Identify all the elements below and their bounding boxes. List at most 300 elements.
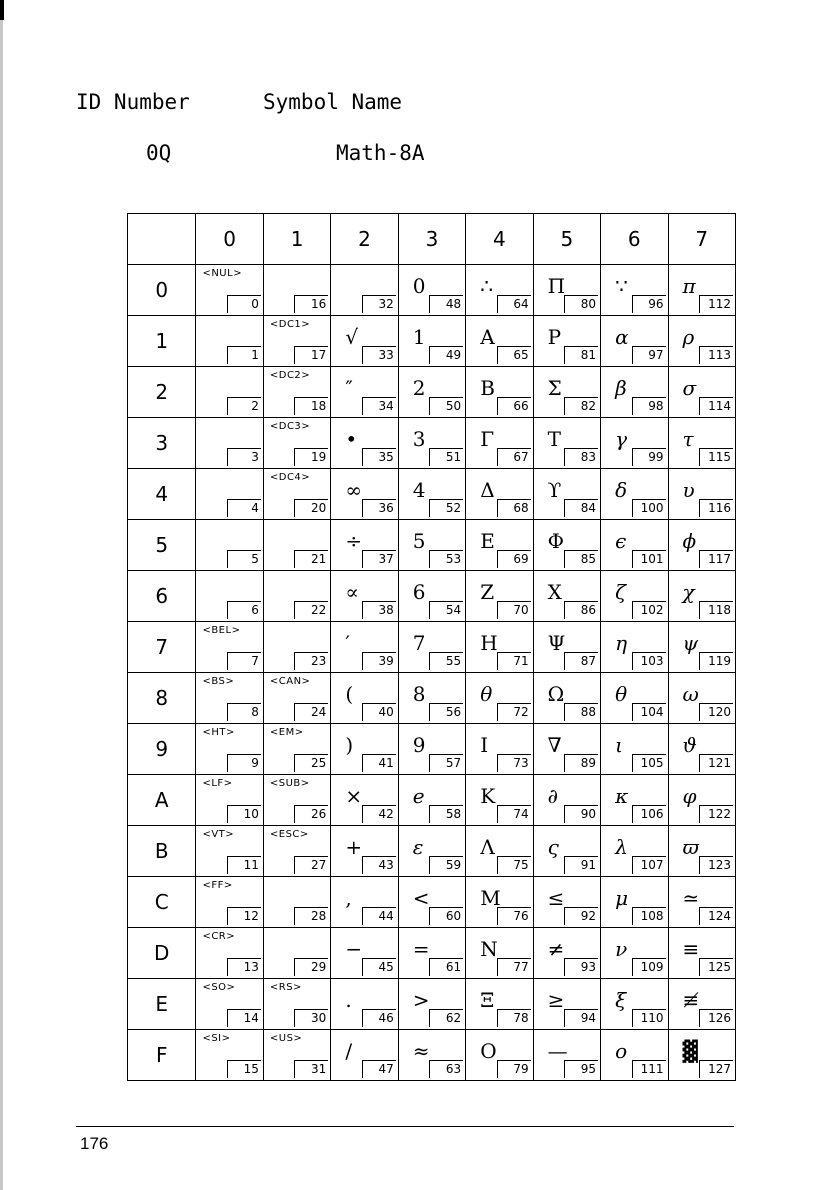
code-cell	[601, 1030, 668, 1081]
code-number: 64	[497, 295, 531, 313]
code-number: 116	[699, 499, 733, 517]
code-cell	[668, 979, 736, 1030]
code-cell	[331, 877, 398, 928]
code-number: 88	[564, 703, 598, 721]
code-number: 71	[497, 652, 531, 670]
symbol-glyph: (	[345, 682, 354, 706]
code-number: 91	[564, 856, 598, 874]
code-cell	[533, 775, 600, 826]
code-cell	[668, 265, 736, 316]
table-row	[128, 316, 736, 367]
code-number: 23	[294, 652, 328, 670]
symbol-glyph: ν	[615, 937, 628, 961]
symbol-glyph: ϕ	[682, 529, 697, 553]
code-number: 33	[362, 346, 396, 364]
code-number: 102	[632, 601, 666, 619]
table-row	[128, 469, 736, 520]
symbol-glyph: λ	[615, 835, 628, 859]
symbol-glyph: ,	[345, 886, 352, 910]
code-number: 46	[362, 1009, 396, 1027]
code-cell	[263, 622, 330, 673]
control-code: <CAN>	[269, 676, 311, 687]
code-number: 94	[564, 1009, 598, 1027]
code-number: 9	[227, 754, 261, 772]
code-number: 57	[429, 754, 463, 772]
symbol-glyph: φ	[682, 784, 697, 808]
code-number: 31	[294, 1060, 328, 1078]
symbol-glyph: B	[480, 376, 495, 400]
symbol-glyph: •	[345, 427, 358, 451]
row-header: F	[128, 1030, 196, 1081]
symbol-glyph: <	[412, 886, 430, 910]
table-row	[128, 724, 736, 775]
code-number: 62	[429, 1009, 463, 1027]
symbol-glyph: 6	[412, 580, 426, 604]
code-cell	[668, 724, 736, 775]
symbol-glyph: N	[480, 937, 498, 961]
code-cell	[601, 520, 668, 571]
row-header: 6	[128, 571, 196, 622]
code-cell	[263, 826, 330, 877]
code-number: 103	[632, 652, 666, 670]
code-number: 61	[429, 958, 463, 976]
scan-edge-mark	[0, 0, 4, 20]
table-row	[128, 979, 736, 1030]
code-cell	[398, 775, 465, 826]
code-cell	[601, 826, 668, 877]
code-number: 100	[632, 499, 666, 517]
code-cell	[466, 673, 533, 724]
code-number: 2	[227, 397, 261, 415]
table-row	[128, 877, 736, 928]
code-number: 75	[497, 856, 531, 874]
code-cell	[196, 826, 263, 877]
code-number: 6	[227, 601, 261, 619]
code-number: 84	[564, 499, 598, 517]
code-number: 58	[429, 805, 463, 823]
code-cell	[466, 367, 533, 418]
code-cell	[398, 367, 465, 418]
code-cell	[601, 979, 668, 1030]
code-number: 119	[699, 652, 733, 670]
code-number: 73	[497, 754, 531, 772]
code-number: 18	[294, 397, 328, 415]
code-cell	[466, 826, 533, 877]
code-cell	[533, 316, 600, 367]
code-cell	[263, 469, 330, 520]
symbol-glyph: ▓	[682, 1039, 698, 1063]
symbol-glyph: Ψ	[547, 631, 566, 655]
code-cell	[196, 571, 263, 622]
control-code: <EM>	[269, 727, 304, 738]
code-cell	[263, 367, 330, 418]
code-cell	[668, 673, 736, 724]
code-cell	[196, 367, 263, 418]
code-number: 126	[699, 1009, 733, 1027]
code-number: 39	[362, 652, 396, 670]
symbol-glyph: Π	[547, 274, 566, 298]
code-cell	[668, 826, 736, 877]
code-cell	[533, 673, 600, 724]
symbol-glyph: E	[480, 529, 495, 553]
code-number: 82	[564, 397, 598, 415]
code-cell	[196, 877, 263, 928]
code-cell	[331, 469, 398, 520]
symbol-glyph: ω	[682, 682, 699, 706]
code-number: 79	[497, 1060, 531, 1078]
code-number: 19	[294, 448, 328, 466]
code-number: 16	[294, 295, 328, 313]
code-cell	[466, 571, 533, 622]
id-number-label: ID Number	[76, 90, 190, 114]
symbol-glyph: ∵	[615, 274, 628, 298]
code-number: 98	[632, 397, 666, 415]
code-cell	[668, 877, 736, 928]
code-cell	[398, 979, 465, 1030]
code-cell	[196, 1030, 263, 1081]
code-cell	[263, 673, 330, 724]
symbol-glyph: T	[547, 427, 561, 451]
symbol-glyph: κ	[615, 784, 629, 808]
symbol-glyph: 4	[412, 478, 426, 502]
code-number: 47	[362, 1060, 396, 1078]
code-cell	[466, 979, 533, 1030]
code-cell	[331, 775, 398, 826]
code-cell	[601, 316, 668, 367]
symbol-glyph: ∝	[345, 580, 359, 604]
code-number: 76	[497, 907, 531, 925]
code-number: 122	[699, 805, 733, 823]
code-cell	[601, 571, 668, 622]
code-number: 36	[362, 499, 396, 517]
code-cell	[331, 724, 398, 775]
control-code: <US>	[269, 1033, 303, 1044]
code-number: 99	[632, 448, 666, 466]
code-number: 97	[632, 346, 666, 364]
code-cell	[601, 265, 668, 316]
control-code: <DC3>	[269, 421, 311, 432]
code-number: 52	[429, 499, 463, 517]
code-cell	[668, 418, 736, 469]
table-row	[128, 775, 736, 826]
symbol-glyph: 1	[412, 325, 426, 349]
code-number: 53	[429, 550, 463, 568]
code-number: 125	[699, 958, 733, 976]
code-cell	[533, 928, 600, 979]
symbol-glyph: A	[480, 325, 495, 349]
code-number: 42	[362, 805, 396, 823]
code-number: 10	[227, 805, 261, 823]
control-code: <SUB>	[269, 778, 310, 789]
row-header: 3	[128, 418, 196, 469]
row-header: 8	[128, 673, 196, 724]
symbol-glyph: H	[480, 631, 498, 655]
symbol-glyph: ∞	[345, 478, 362, 502]
code-cell	[398, 571, 465, 622]
symbol-glyph: ς	[547, 835, 559, 859]
symbol-glyph: 0	[412, 274, 426, 298]
symbol-glyph: −	[345, 937, 363, 961]
symbol-glyph: 8	[412, 682, 426, 706]
code-cell	[331, 673, 398, 724]
code-cell	[398, 877, 465, 928]
code-number: 27	[294, 856, 328, 874]
symbol-glyph: ≢	[682, 988, 700, 1012]
row-header: C	[128, 877, 196, 928]
code-number: 60	[429, 907, 463, 925]
code-cell	[331, 1030, 398, 1081]
symbol-glyph: μ	[615, 886, 629, 910]
row-header: D	[128, 928, 196, 979]
symbol-glyph: ζ	[615, 580, 626, 604]
code-number: 13	[227, 958, 261, 976]
control-code: <SO>	[202, 982, 236, 993]
code-cell	[196, 775, 263, 826]
code-cell	[398, 928, 465, 979]
symbol-glyph: ∇	[547, 733, 562, 757]
symbol-glyph: K	[480, 784, 496, 808]
code-number: 5	[227, 550, 261, 568]
code-number: 85	[564, 550, 598, 568]
control-code: <BEL>	[202, 625, 241, 636]
control-code: <DC2>	[269, 370, 311, 381]
code-number: 121	[699, 754, 733, 772]
code-cell	[601, 367, 668, 418]
code-cell	[331, 367, 398, 418]
code-cell	[533, 826, 600, 877]
code-cell	[533, 877, 600, 928]
code-number: 14	[227, 1009, 261, 1027]
code-number: 32	[362, 295, 396, 313]
code-number: 114	[699, 397, 733, 415]
code-cell	[668, 520, 736, 571]
footer-rule	[76, 1126, 734, 1127]
code-number: 25	[294, 754, 328, 772]
control-code: <DC4>	[269, 472, 311, 483]
column-header: 0	[196, 214, 263, 265]
code-number: 7	[227, 652, 261, 670]
table-row	[128, 418, 736, 469]
control-code: <LF>	[202, 778, 233, 789]
code-number: 48	[429, 295, 463, 313]
symbol-glyph: Φ	[547, 529, 565, 553]
code-cell	[601, 418, 668, 469]
code-number: 22	[294, 601, 328, 619]
table-row	[128, 826, 736, 877]
code-cell	[263, 316, 330, 367]
code-number: 68	[497, 499, 531, 517]
code-cell	[601, 469, 668, 520]
code-number: 20	[294, 499, 328, 517]
code-cell	[331, 571, 398, 622]
symbol-glyph: X	[547, 580, 562, 604]
code-number: 8	[227, 703, 261, 721]
code-number: 54	[429, 601, 463, 619]
code-cell	[668, 928, 736, 979]
symbol-glyph: ″	[345, 376, 353, 400]
code-number: 86	[564, 601, 598, 619]
code-cell	[263, 979, 330, 1030]
code-number: 65	[497, 346, 531, 364]
code-number: 44	[362, 907, 396, 925]
table-row	[128, 1030, 736, 1081]
symbol-glyph: O	[480, 1039, 497, 1063]
symbol-glyph: α	[615, 325, 629, 349]
code-cell	[668, 571, 736, 622]
code-cell	[263, 520, 330, 571]
symbol-glyph: Δ	[480, 478, 495, 502]
table-row	[128, 673, 736, 724]
code-number: 118	[699, 601, 733, 619]
symbol-glyph: P	[547, 325, 562, 349]
row-header: 9	[128, 724, 196, 775]
code-cell	[668, 775, 736, 826]
symbol-name-label: Symbol Name	[263, 90, 403, 114]
symbol-glyph: υ	[682, 478, 695, 502]
code-cell	[263, 571, 330, 622]
code-cell	[466, 469, 533, 520]
column-header: 2	[331, 214, 398, 265]
code-number: 104	[632, 703, 666, 721]
code-number: 115	[699, 448, 733, 466]
code-cell	[196, 265, 263, 316]
code-cell	[668, 469, 736, 520]
code-number: 30	[294, 1009, 328, 1027]
code-cell	[263, 724, 330, 775]
column-header: 6	[601, 214, 668, 265]
code-cell	[601, 622, 668, 673]
code-cell	[196, 622, 263, 673]
symbol-glyph: ∂	[547, 784, 558, 808]
code-number: 77	[497, 958, 531, 976]
code-cell	[398, 520, 465, 571]
code-number: 63	[429, 1060, 463, 1078]
symbol-glyph: ≠	[547, 937, 565, 961]
code-cell	[466, 520, 533, 571]
symbol-glyph: Ξ	[480, 988, 495, 1012]
code-cell	[398, 316, 465, 367]
row-header: B	[128, 826, 196, 877]
symbol-glyph: )	[345, 733, 354, 757]
code-number: 72	[497, 703, 531, 721]
code-cell	[196, 418, 263, 469]
symbol-glyph: ≤	[547, 886, 565, 910]
symbol-glyph: ϒ	[547, 478, 562, 502]
code-cell	[398, 265, 465, 316]
row-header: 4	[128, 469, 196, 520]
code-cell	[331, 622, 398, 673]
code-cell	[331, 826, 398, 877]
control-code: <CR>	[202, 931, 236, 942]
code-cell	[668, 622, 736, 673]
code-number: 43	[362, 856, 396, 874]
symbol-glyph: σ	[682, 376, 697, 400]
code-number: 105	[632, 754, 666, 772]
code-cell	[263, 1030, 330, 1081]
symbol-glyph: .	[345, 988, 352, 1012]
code-cell	[398, 724, 465, 775]
symbol-glyph: π	[682, 274, 696, 298]
symbol-glyph: δ	[615, 478, 628, 502]
code-cell	[331, 316, 398, 367]
control-code: <DC1>	[269, 319, 311, 330]
symbol-glyph: Λ	[480, 835, 495, 859]
symbol-glyph: ι	[615, 733, 623, 757]
code-cell	[331, 265, 398, 316]
symbol-glyph: Σ	[547, 376, 562, 400]
code-number: 67	[497, 448, 531, 466]
code-number: 123	[699, 856, 733, 874]
symbol-glyph: γ	[615, 427, 628, 451]
page-number: 176	[80, 1134, 109, 1153]
code-number: 107	[632, 856, 666, 874]
code-number: 117	[699, 550, 733, 568]
code-number: 26	[294, 805, 328, 823]
code-number: 69	[497, 550, 531, 568]
table-row	[128, 571, 736, 622]
symbol-glyph: Z	[480, 580, 495, 604]
code-number: 28	[294, 907, 328, 925]
code-cell	[398, 469, 465, 520]
control-code: <SI>	[202, 1033, 231, 1044]
code-number: 21	[294, 550, 328, 568]
code-cell	[601, 673, 668, 724]
symbol-glyph: Γ	[480, 427, 495, 451]
code-cell	[533, 1030, 600, 1081]
control-code: <FF>	[202, 880, 233, 891]
symbol-glyph: β	[615, 376, 627, 400]
code-cell	[196, 520, 263, 571]
symbol-glyph: =	[412, 937, 430, 961]
code-number: 90	[564, 805, 598, 823]
code-number: 1	[227, 346, 261, 364]
code-cell	[668, 367, 736, 418]
code-number: 127	[699, 1060, 733, 1078]
symbol-glyph: ψ	[682, 631, 699, 655]
code-cell	[196, 673, 263, 724]
code-cell	[398, 826, 465, 877]
code-number: 101	[632, 550, 666, 568]
control-code: <BS>	[202, 676, 235, 687]
row-header: 1	[128, 316, 196, 367]
code-number: 66	[497, 397, 531, 415]
symbol-glyph: /	[345, 1039, 353, 1063]
code-number: 12	[227, 907, 261, 925]
code-number: 49	[429, 346, 463, 364]
code-number: 56	[429, 703, 463, 721]
code-number: 29	[294, 958, 328, 976]
code-cell	[331, 979, 398, 1030]
code-number: 108	[632, 907, 666, 925]
row-header: 5	[128, 520, 196, 571]
symbol-glyph: ≈	[412, 1039, 430, 1063]
code-cell	[466, 877, 533, 928]
symbol-glyph: ≥	[547, 988, 565, 1012]
code-cell	[398, 673, 465, 724]
id-number-value: 0Q	[146, 141, 172, 165]
character-code-table	[127, 213, 736, 1081]
code-cell	[533, 979, 600, 1030]
symbol-glyph: 3	[412, 427, 426, 451]
code-number: 45	[362, 958, 396, 976]
code-number: 4	[227, 499, 261, 517]
code-cell	[668, 1030, 736, 1081]
control-code: <HT>	[202, 727, 235, 738]
code-cell	[466, 928, 533, 979]
symbol-glyph: ε	[412, 835, 424, 859]
code-number: 55	[429, 652, 463, 670]
code-number: 124	[699, 907, 733, 925]
